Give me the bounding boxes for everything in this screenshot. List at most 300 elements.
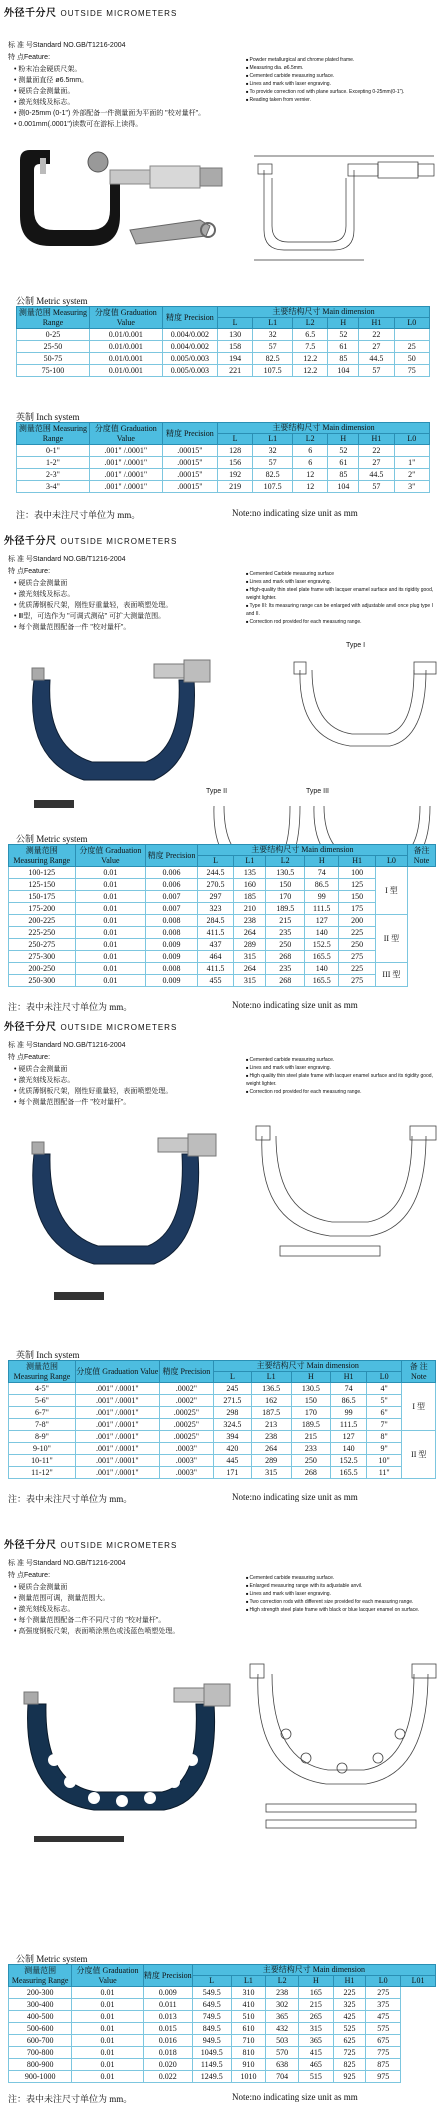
note-cell: II 型 bbox=[375, 915, 407, 963]
table-cell: 165.5 bbox=[305, 951, 339, 963]
features-en bbox=[246, 1056, 436, 1096]
note-en: Note:no indicating size unit as mm bbox=[232, 508, 358, 518]
table-cell: 57 bbox=[253, 341, 293, 353]
table-cell: 0.01 bbox=[72, 2059, 143, 2071]
feature-item: • 高强度钢板尺架，表面喷涂黑色或浅蓝色喷塑处理。 bbox=[14, 1626, 244, 1637]
inch-spec-table bbox=[16, 422, 430, 493]
table-cell: .001" /.0001" bbox=[75, 1419, 159, 1431]
table-cell: 22 bbox=[359, 445, 394, 457]
col-h: H bbox=[291, 1372, 331, 1383]
table-cell: 410 bbox=[231, 1999, 266, 2011]
table-row bbox=[17, 329, 430, 341]
table-cell: 75-100 bbox=[17, 365, 90, 377]
table-cell: 425 bbox=[333, 2011, 366, 2023]
col-range: 测量范围 Measuring Range bbox=[17, 307, 90, 329]
micrometer-photo bbox=[10, 140, 230, 260]
table-cell: 365 bbox=[299, 2035, 334, 2047]
table-cell: 268 bbox=[291, 1467, 331, 1479]
table-cell: 111.5 bbox=[331, 1419, 367, 1431]
table-cell: 107.5 bbox=[253, 365, 293, 377]
table-cell: 12 bbox=[293, 481, 328, 493]
table-cell: 875 bbox=[366, 2059, 401, 2071]
table-cell: 0.009 bbox=[146, 939, 197, 951]
features-cn bbox=[14, 64, 244, 130]
table-cell: 0.01 bbox=[75, 867, 146, 879]
table-cell: 365 bbox=[266, 2011, 299, 2023]
metric-system-label: 公制 Metric system bbox=[16, 834, 88, 844]
table-row bbox=[9, 1419, 436, 1431]
col-l: L bbox=[214, 1372, 252, 1383]
table-cell: 0.01 bbox=[75, 903, 146, 915]
note-cn: 注：表中未注尺寸单位为 mm。 bbox=[8, 1002, 133, 1012]
col-h1: H1 bbox=[359, 434, 394, 445]
feature-item: • 0.001mm(.0001")读数可在游标上读得。 bbox=[14, 119, 244, 130]
table-cell: 213 bbox=[251, 1419, 291, 1431]
table-cell: 135 bbox=[234, 867, 266, 879]
table-cell: 411.5 bbox=[197, 927, 233, 939]
table-row bbox=[9, 1987, 436, 1999]
table-cell: 0.01 bbox=[75, 879, 146, 891]
table-cell: 156 bbox=[217, 457, 252, 469]
table-cell: 233 bbox=[291, 1443, 331, 1455]
table-cell: .0003" bbox=[159, 1467, 213, 1479]
col-h1: H1 bbox=[359, 318, 394, 329]
technical-drawing-type-i bbox=[290, 650, 440, 760]
col-l01: L01 bbox=[401, 1976, 436, 1987]
table-cell: 219 bbox=[217, 481, 252, 493]
feature-item: ■ High quality thin steel plate frame with lacquer enamel surface and its rigidity good, weight lighter. bbox=[246, 1072, 436, 1088]
table-cell: 515 bbox=[299, 2071, 334, 2083]
note-cell: I 型 bbox=[375, 867, 407, 915]
section-title bbox=[4, 1536, 177, 1551]
col-h1: H1 bbox=[333, 1976, 366, 1987]
table-cell: 0.005/0.003 bbox=[162, 365, 217, 377]
table-cell: 50-75 bbox=[17, 353, 90, 365]
table-cell: 268 bbox=[266, 951, 305, 963]
table-cell: 810 bbox=[231, 2047, 266, 2059]
col-h: H bbox=[299, 1976, 334, 1987]
table-row bbox=[9, 2035, 436, 2047]
col-precision: 精度 Precision bbox=[162, 307, 217, 329]
standard-number: 标 准 号Standard NO.GB/T1216-2004 bbox=[8, 556, 126, 563]
table-cell: 100-125 bbox=[9, 867, 76, 879]
table-cell: 0.005/0.003 bbox=[162, 353, 217, 365]
features-cn bbox=[14, 1582, 244, 1637]
section-micrometer-200-1000 bbox=[0, 1534, 444, 2112]
table-cell: 244.5 bbox=[197, 867, 233, 879]
table-cell: 265 bbox=[299, 2011, 334, 2023]
table-cell: 22 bbox=[359, 329, 394, 341]
col-l2: L2 bbox=[266, 856, 305, 867]
table-row bbox=[9, 927, 436, 939]
table-cell: 32 bbox=[253, 329, 293, 341]
table-cell: 0.01/0.001 bbox=[89, 353, 162, 365]
table-cell: 175 bbox=[339, 903, 375, 915]
col-main-dimension: 主要结构尺寸 Main dimension bbox=[217, 307, 429, 318]
table-cell: 4" bbox=[366, 1383, 402, 1395]
table-cell: 162 bbox=[251, 1395, 291, 1407]
table-cell: 215 bbox=[299, 1999, 334, 2011]
table-cell: 136.5 bbox=[251, 1383, 291, 1395]
section-micrometer-inch-4-12 bbox=[0, 1016, 444, 1524]
table-cell: 12.2 bbox=[293, 365, 328, 377]
table-cell: 268 bbox=[266, 975, 305, 987]
col-l1: L1 bbox=[234, 856, 266, 867]
col-range: 测量范围 Measuring Range bbox=[17, 423, 90, 445]
col-l0: L0 bbox=[394, 434, 429, 445]
table-cell: 185 bbox=[234, 891, 266, 903]
table-cell: 170 bbox=[266, 891, 305, 903]
table-cell: 52 bbox=[328, 329, 359, 341]
col-h1: H1 bbox=[331, 1372, 367, 1383]
feature-label: 特 点Feature: bbox=[8, 568, 51, 575]
title-cn: 外径千分尺 bbox=[4, 1540, 57, 1551]
feature-item: • 硬质合金测量面 bbox=[14, 1064, 244, 1075]
feature-label: 特 点Feature: bbox=[8, 1054, 51, 1061]
table-cell: 61 bbox=[328, 341, 359, 353]
table-cell: 2" bbox=[394, 469, 429, 481]
table-row bbox=[9, 1467, 436, 1479]
table-cell: 400-500 bbox=[9, 2011, 72, 2023]
table-cell: 10" bbox=[366, 1455, 402, 1467]
table-cell: 638 bbox=[266, 2059, 299, 2071]
table-cell: 221 bbox=[217, 365, 252, 377]
table-cell: 475 bbox=[366, 2011, 401, 2023]
technical-drawing bbox=[246, 1644, 440, 1844]
table-cell: .001" /.0001" bbox=[75, 1383, 159, 1395]
table-cell: 200-300 bbox=[9, 1987, 72, 1999]
title-en: OUTSIDE MICROMETERS bbox=[60, 9, 178, 18]
technical-drawing bbox=[244, 150, 440, 265]
table-cell: 0.01 bbox=[75, 927, 146, 939]
table-cell: .001" /.0001" bbox=[75, 1407, 159, 1419]
table-cell: 11-12" bbox=[9, 1467, 76, 1479]
table-cell: 503 bbox=[266, 2035, 299, 2047]
table-row bbox=[9, 903, 436, 915]
table-cell: 0.006 bbox=[146, 879, 197, 891]
feature-item: • 测量面直径 ø6.5mm。 bbox=[14, 75, 244, 86]
table-cell: 150-175 bbox=[9, 891, 76, 903]
table-cell: 0.016 bbox=[143, 2035, 192, 2047]
table-row bbox=[9, 2047, 436, 2059]
table-cell: 315 bbox=[234, 951, 266, 963]
standard-number: 标 准 号Standard NO.GB/T1216-2004 bbox=[8, 1042, 126, 1049]
table-cell: 849.5 bbox=[192, 2023, 231, 2035]
feature-item: ■ Correction rod provided for each measuring range. bbox=[246, 618, 436, 626]
feature-item: • 优质薄钢板尺架，刚性好重量轻，表面喷塑处理。 bbox=[14, 1086, 244, 1097]
table-cell: 394 bbox=[214, 1431, 252, 1443]
col-h: H bbox=[328, 434, 359, 445]
feature-item: • 硬质合金测量面 bbox=[14, 1582, 244, 1593]
table-cell: 437 bbox=[197, 939, 233, 951]
table-cell: 187.5 bbox=[251, 1407, 291, 1419]
standard-number: 标 准 号Standard NO.GB/T1216-2004 bbox=[8, 42, 126, 49]
table-cell: 275 bbox=[339, 975, 375, 987]
feature-item: ■ Powder metallurgical and chrome plated frame. bbox=[246, 56, 436, 64]
table-cell: 432 bbox=[266, 2023, 299, 2035]
table-row bbox=[9, 867, 436, 879]
table-cell: 575 bbox=[366, 2023, 401, 2035]
table-cell: .001" /.0001" bbox=[75, 1443, 159, 1455]
table-cell: 125-150 bbox=[9, 879, 76, 891]
table-cell: 289 bbox=[251, 1455, 291, 1467]
feature-item: ■ Correction rod provided for each measuring range. bbox=[246, 1088, 436, 1096]
table-cell: 152.5 bbox=[331, 1455, 367, 1467]
table-cell: 104 bbox=[328, 365, 359, 377]
table-cell: 0.01 bbox=[75, 975, 146, 987]
table-cell: 130.5 bbox=[266, 867, 305, 879]
table-cell: 264 bbox=[234, 927, 266, 939]
table-cell: 0.009 bbox=[146, 975, 197, 987]
table-cell: 7.5 bbox=[293, 341, 328, 353]
table-row bbox=[9, 1431, 436, 1443]
feature-item: ■ Two correction rods with different size provided for each measuring range. bbox=[246, 1598, 436, 1606]
table-cell: 549.5 bbox=[192, 1987, 231, 1999]
col-range: 测量范围 Measuring Range bbox=[9, 845, 76, 867]
table-cell: 100 bbox=[339, 867, 375, 879]
table-cell: 975 bbox=[366, 2071, 401, 2083]
features-en bbox=[246, 1574, 436, 1614]
metric-system-label: 公制 Metric system bbox=[16, 1954, 88, 1964]
micrometer-photo bbox=[14, 1660, 234, 1860]
table-cell: 0.01 bbox=[72, 2071, 143, 2083]
table-cell: 704 bbox=[266, 2071, 299, 2083]
table-cell: 225-250 bbox=[9, 927, 76, 939]
table-cell: 284.5 bbox=[197, 915, 233, 927]
table-cell: 825 bbox=[333, 2059, 366, 2071]
table-cell: .001" /.0001" bbox=[75, 1467, 159, 1479]
col-l1: L1 bbox=[253, 318, 293, 329]
table-cell: 264 bbox=[251, 1443, 291, 1455]
table-cell: 140 bbox=[305, 963, 339, 975]
table-cell: .001" /.0001" bbox=[75, 1455, 159, 1467]
table-cell: .00015" bbox=[162, 445, 217, 457]
table-cell: 0.01 bbox=[75, 951, 146, 963]
table-cell: 8" bbox=[366, 1431, 402, 1443]
col-l: L bbox=[192, 1976, 231, 1987]
table-cell: 250 bbox=[291, 1455, 331, 1467]
col-l1: L1 bbox=[253, 434, 293, 445]
features-en bbox=[246, 570, 436, 626]
table-cell: 420 bbox=[214, 1443, 252, 1455]
feature-item: ■ Lines and mark with laser engraving. bbox=[246, 1064, 436, 1072]
table-cell: 12.2 bbox=[293, 353, 328, 365]
table-cell: 0.013 bbox=[143, 2011, 192, 2023]
table-cell: 6-7" bbox=[9, 1407, 76, 1419]
col-l2: L2 bbox=[293, 318, 328, 329]
col-l2: L2 bbox=[266, 1976, 299, 1987]
table-cell: 0.01 bbox=[72, 1987, 143, 1999]
table-cell: 0.01 bbox=[72, 2047, 143, 2059]
table-cell: 700-800 bbox=[9, 2047, 72, 2059]
table-cell: .00015" bbox=[162, 469, 217, 481]
table-cell: 150 bbox=[291, 1395, 331, 1407]
feature-item: • 每个测量范围配备二件不同尺寸的 "校对量杆"。 bbox=[14, 1615, 244, 1626]
table-cell: 127 bbox=[331, 1431, 367, 1443]
col-graduation: 分度值 Graduation Value bbox=[75, 1361, 159, 1383]
section-micrometer-0-100 bbox=[0, 0, 444, 536]
table-cell: 10-11" bbox=[9, 1455, 76, 1467]
col-h1: H1 bbox=[339, 856, 375, 867]
col-l: L bbox=[217, 434, 252, 445]
table-cell: 315 bbox=[251, 1467, 291, 1479]
table-cell: 86.5 bbox=[331, 1395, 367, 1407]
feature-item: • 优质薄钢板尺架，刚性好重量轻，表面喷塑处理。 bbox=[14, 600, 244, 611]
table-cell: 50 bbox=[394, 353, 429, 365]
table-cell: 570 bbox=[266, 2047, 299, 2059]
table-cell: 464 bbox=[197, 951, 233, 963]
feature-item: • 硬质合金测量面 bbox=[14, 578, 244, 589]
table-cell: 104 bbox=[328, 481, 359, 493]
table-cell: 0.007 bbox=[146, 891, 197, 903]
correction-rod bbox=[34, 800, 74, 808]
micrometer-photo bbox=[14, 1114, 224, 1314]
table-row bbox=[17, 353, 430, 365]
table-cell: 0.01 bbox=[72, 2023, 143, 2035]
table-cell: 0.011 bbox=[143, 1999, 192, 2011]
table-cell: 150 bbox=[339, 891, 375, 903]
table-cell: 82.5 bbox=[253, 469, 293, 481]
table-cell: 107.5 bbox=[253, 481, 293, 493]
col-l0: L0 bbox=[394, 318, 429, 329]
col-range: 测量范围 Measuring Range bbox=[9, 1361, 76, 1383]
table-cell: 0-25 bbox=[17, 329, 90, 341]
feature-item: ■ Measuring dia. ø6.5mm. bbox=[246, 64, 436, 72]
table-cell: 152.5 bbox=[305, 939, 339, 951]
table-cell: 1" bbox=[394, 457, 429, 469]
table-cell: 189.5 bbox=[291, 1419, 331, 1431]
table-cell: 411.5 bbox=[197, 963, 233, 975]
table-cell: 127 bbox=[305, 915, 339, 927]
table-cell: 5-6" bbox=[9, 1395, 76, 1407]
title-cn: 外径千分尺 bbox=[4, 8, 57, 19]
table-cell: .0003" bbox=[159, 1455, 213, 1467]
table-cell: 900-1000 bbox=[9, 2071, 72, 2083]
table-cell: 1-2" bbox=[17, 457, 90, 469]
table-cell: 3" bbox=[394, 481, 429, 493]
table-cell: 0.008 bbox=[146, 963, 197, 975]
table-row bbox=[9, 891, 436, 903]
title-cn: 外径千分尺 bbox=[4, 536, 57, 547]
table-cell: 44.5 bbox=[359, 353, 394, 365]
table-cell: 165 bbox=[299, 1987, 334, 1999]
table-cell: 270.5 bbox=[197, 879, 233, 891]
feature-item: • 激光刻线及标志。 bbox=[14, 97, 244, 108]
table-cell: 225 bbox=[333, 1987, 366, 1999]
col-graduation: 分度值 Graduation Value bbox=[89, 307, 162, 329]
table-cell: 323 bbox=[197, 903, 233, 915]
correction-rod bbox=[54, 1292, 104, 1300]
table-cell: 1049.5 bbox=[192, 2047, 231, 2059]
inch-system-label: 英制 Inch system bbox=[16, 412, 80, 422]
table-cell: 0.006 bbox=[146, 867, 197, 879]
table-cell: 57 bbox=[253, 457, 293, 469]
title-en: OUTSIDE MICROMETERS bbox=[60, 1541, 178, 1550]
table-cell: 11" bbox=[366, 1467, 402, 1479]
table-cell: 0.01/0.001 bbox=[89, 365, 162, 377]
table-cell: 75 bbox=[394, 365, 429, 377]
col-l2: L2 bbox=[293, 434, 328, 445]
section-title bbox=[4, 4, 177, 19]
note-en: Note:no indicating size unit as mm bbox=[232, 1000, 358, 1010]
table-cell: 160 bbox=[234, 879, 266, 891]
table-cell: 57 bbox=[359, 365, 394, 377]
table-row bbox=[17, 365, 430, 377]
table-cell: 275 bbox=[339, 951, 375, 963]
table-row bbox=[17, 341, 430, 353]
table-cell: 315 bbox=[234, 975, 266, 987]
table-cell: 0.01 bbox=[72, 1999, 143, 2011]
note-en: Note:no indicating size unit as mm bbox=[232, 2092, 358, 2102]
table-cell: 225 bbox=[339, 963, 375, 975]
table-cell: 52 bbox=[328, 445, 359, 457]
col-graduation: 分度值 Graduation Value bbox=[72, 1965, 143, 1987]
table-cell: 210 bbox=[234, 903, 266, 915]
title-en: OUTSIDE MICROMETERS bbox=[60, 537, 178, 546]
table-cell: 7" bbox=[366, 1419, 402, 1431]
table-cell: 271.5 bbox=[214, 1395, 252, 1407]
technical-drawing bbox=[250, 1106, 440, 1266]
table-cell: 200-225 bbox=[9, 915, 76, 927]
table-row bbox=[9, 2059, 436, 2071]
table-cell: 27 bbox=[359, 341, 394, 353]
table-cell: 171 bbox=[214, 1467, 252, 1479]
table-cell: 500-600 bbox=[9, 2023, 72, 2035]
table-cell: 0.007 bbox=[146, 903, 197, 915]
table-row bbox=[9, 1383, 436, 1395]
table-cell: 0.022 bbox=[143, 2071, 192, 2083]
note-cn: 注：表中未注尺寸单位为 mm。 bbox=[8, 2094, 133, 2104]
table-row bbox=[9, 1443, 436, 1455]
table-cell: 2-3" bbox=[17, 469, 90, 481]
table-cell bbox=[394, 445, 429, 457]
table-cell: 128 bbox=[217, 445, 252, 457]
metric-spec-table bbox=[8, 844, 436, 987]
table-row bbox=[9, 879, 436, 891]
features-cn bbox=[14, 578, 244, 633]
table-cell: 238 bbox=[251, 1431, 291, 1443]
table-cell: 289 bbox=[234, 939, 266, 951]
feature-item: • 激光刻线及标志。 bbox=[14, 589, 244, 600]
table-cell: 0.008 bbox=[146, 915, 197, 927]
col-l0: L0 bbox=[375, 856, 407, 867]
table-cell: 165.5 bbox=[331, 1467, 367, 1479]
table-cell: 225 bbox=[339, 927, 375, 939]
metric-spec-table bbox=[16, 306, 430, 377]
table-cell: 130.5 bbox=[291, 1383, 331, 1395]
table-cell: 0.018 bbox=[143, 2047, 192, 2059]
feature-item: ■ Lines and mark with laser engraving. bbox=[246, 1590, 436, 1598]
table-cell: 99 bbox=[305, 891, 339, 903]
table-cell: 298 bbox=[214, 1407, 252, 1419]
table-cell: 300-400 bbox=[9, 1999, 72, 2011]
table-cell: .00025" bbox=[159, 1419, 213, 1431]
table-cell: 6 bbox=[293, 457, 328, 469]
type-i-label: Type I bbox=[346, 642, 366, 649]
table-cell: 1149.5 bbox=[192, 2059, 231, 2071]
feature-item: • 激光刻线及标志。 bbox=[14, 1604, 244, 1615]
table-cell: 85 bbox=[328, 469, 359, 481]
table-cell: 0.015 bbox=[143, 2023, 192, 2035]
table-cell: 775 bbox=[366, 2047, 401, 2059]
standard-number: 标 准 号Standard NO.GB/T1216-2004 bbox=[8, 1560, 126, 1567]
feature-item: • 粉末冶金硬质尺架。 bbox=[14, 64, 244, 75]
metric-spec-table bbox=[8, 1964, 436, 2083]
col-precision: 精度 Precision bbox=[162, 423, 217, 445]
table-row bbox=[9, 1455, 436, 1467]
feature-item: • 激光刻线及标志。 bbox=[14, 1075, 244, 1086]
table-cell: 0.004/0.002 bbox=[162, 329, 217, 341]
